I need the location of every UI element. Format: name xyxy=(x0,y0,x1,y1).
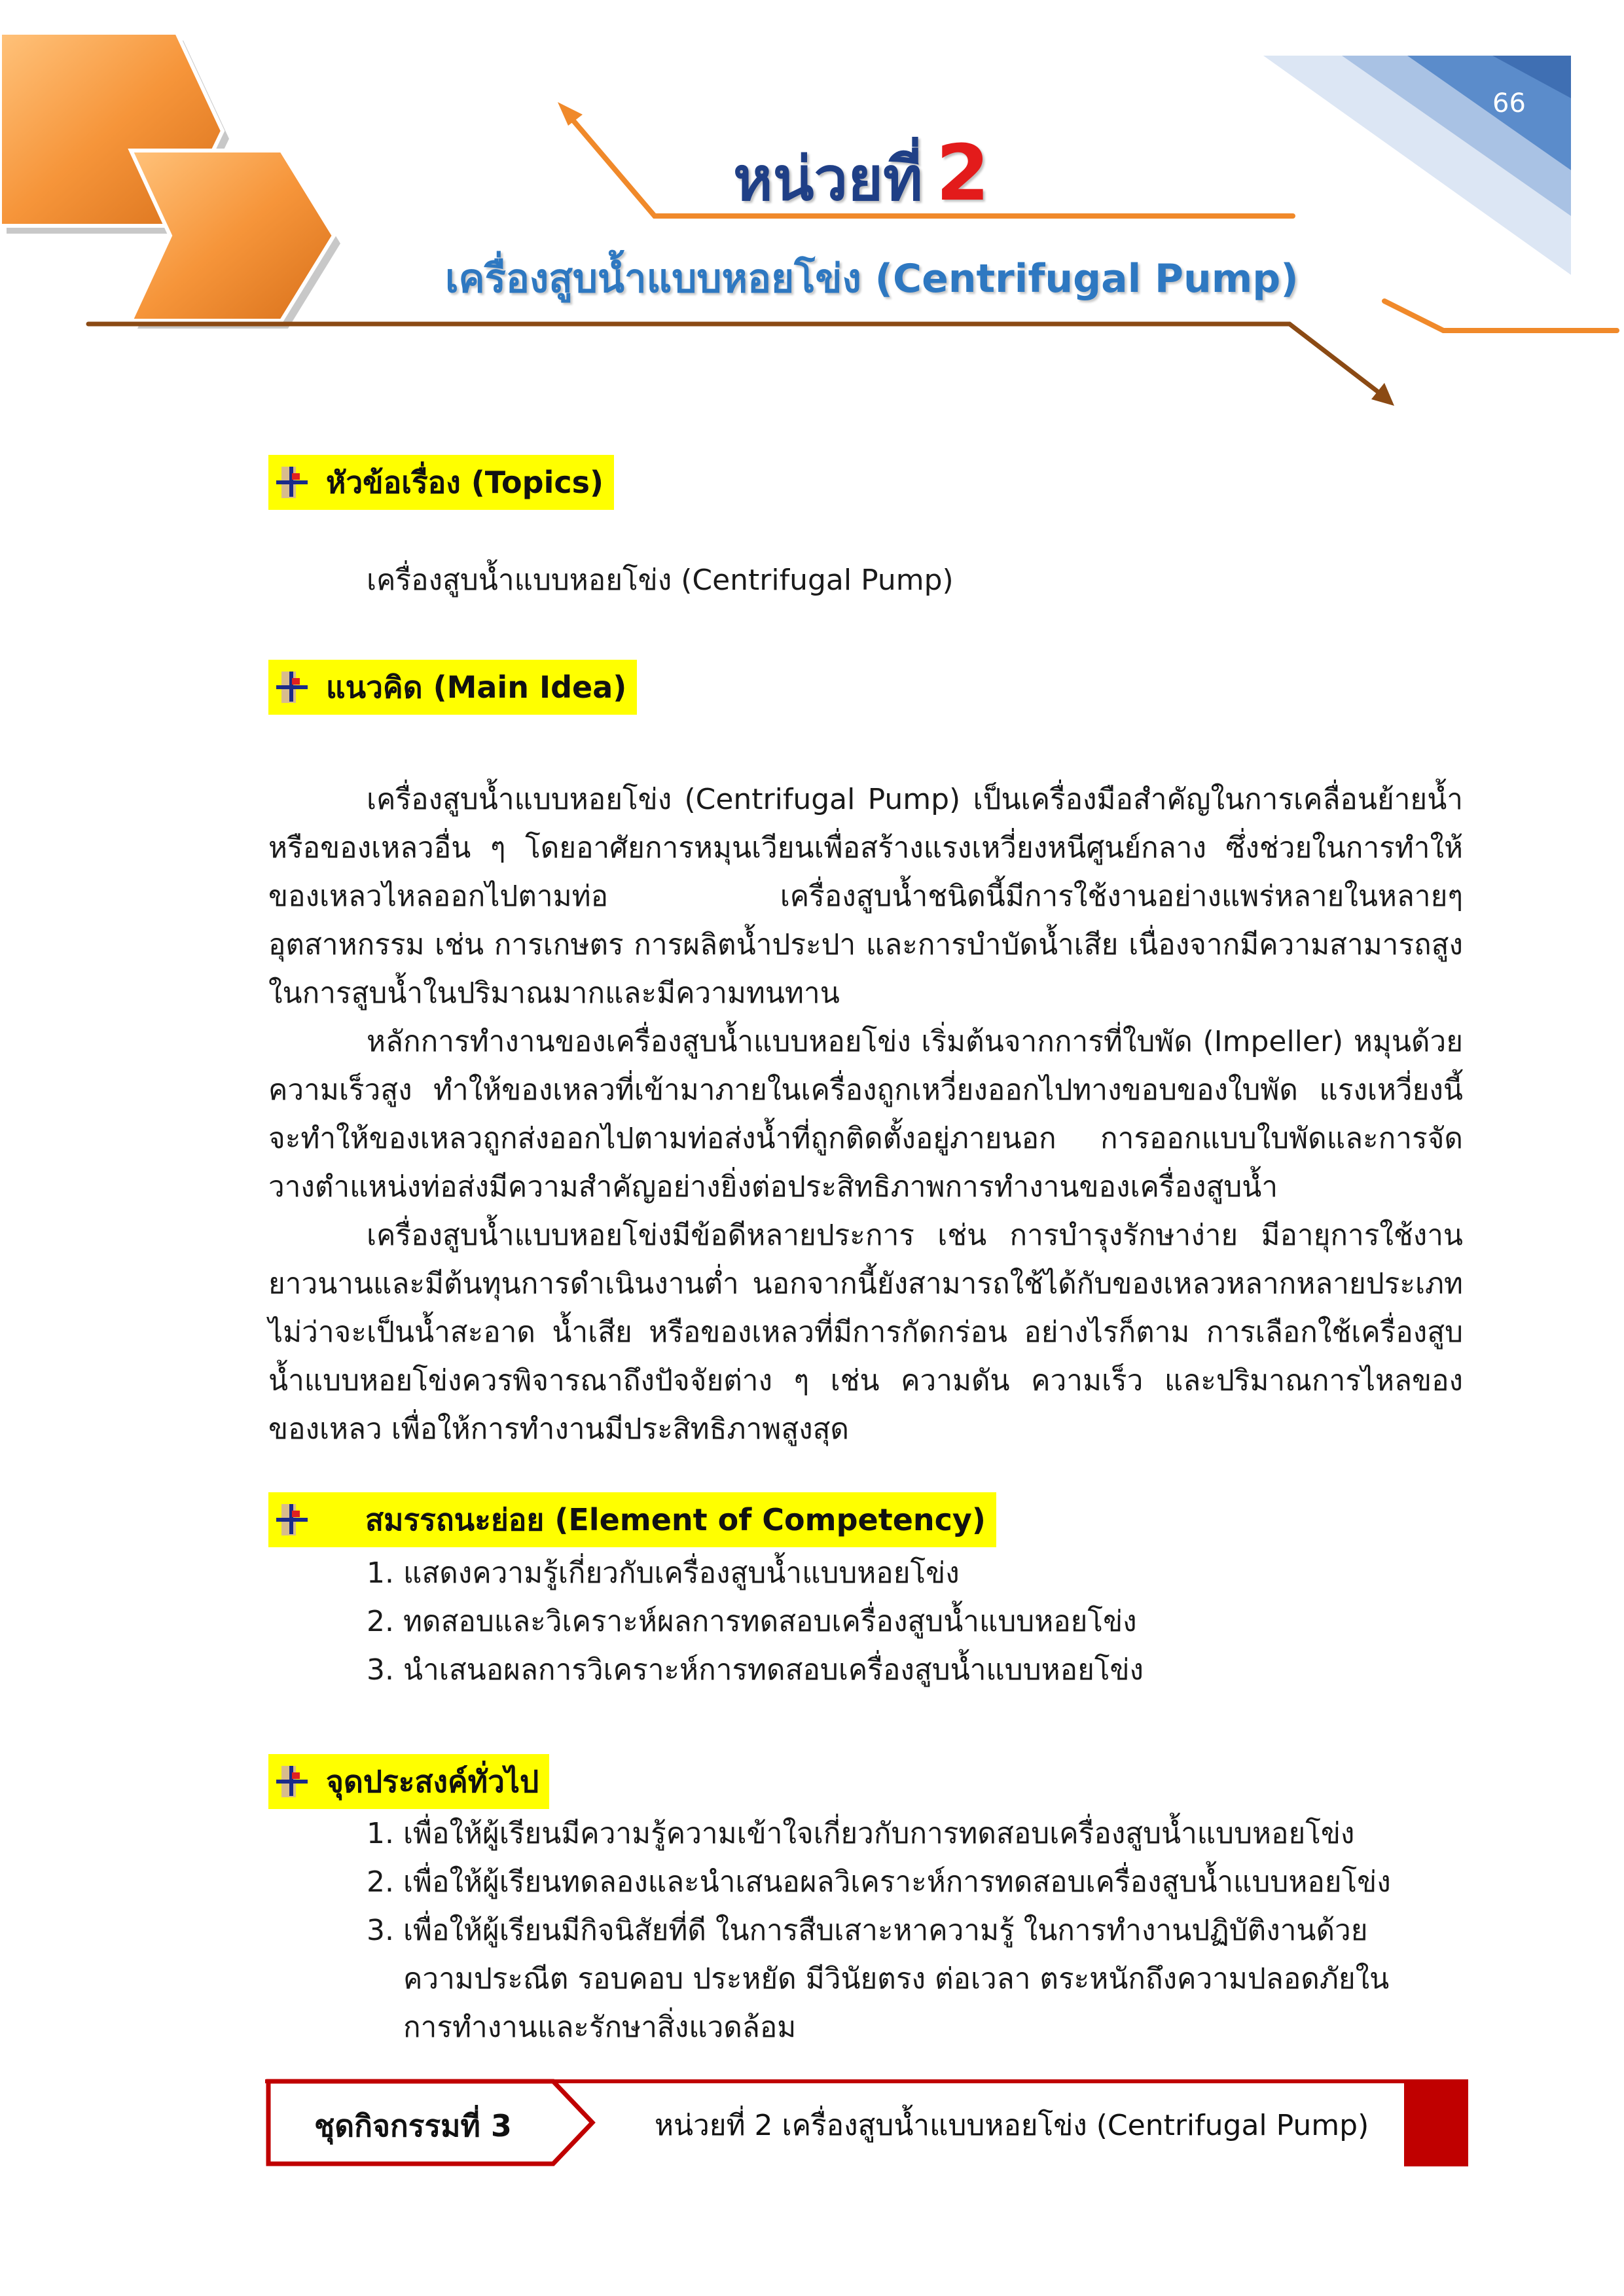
list-item: 1. แสดงความรู้เกี่ยวกับเครื่องสูบน้ำแบบหอยโข่ง xyxy=(367,1556,960,1590)
objectives-heading: จุดประสงค์ทั่วไป xyxy=(326,1763,539,1799)
main-idea-paragraph-3: เครื่องสูบน้ำแบบหอยโข่งมีข้อดีหลายประการ เช่น การบำรุงรักษาง่าย มีอายุการใช้งานยาวนานและมีต้นทุนการดำเนินงานต่ำ นอกจากนี้ยังสามารถใช้ได้กับของเหลวหลากหลายประเภทไม่ว่าจะเป็นน้ำสะอาด น้ำเสีย หรือของเหลวที่มีการกัดกร่อน อย่างไรก็ตาม การเลือกใช้เครื่องสูบน้ำแบบหอยโข่งควรพิจารณาถึงปัจจัยต่าง ๆ เช่น ความดัน ความเร็ว และปริมาณการไหลของของเหลว เพื่อให้การทำงานมีประสิทธิภาพสูงสุด xyxy=(268,1219,1463,1446)
page-number: 66 xyxy=(1492,88,1526,118)
main-idea-heading: แนวคิด (Main Idea) xyxy=(326,669,627,705)
objectives-list xyxy=(367,1810,1424,2052)
section-heading-topics xyxy=(268,455,614,510)
list-item: 3. เพื่อให้ผู้เรียนมีกิจนิสัยที่ดี ในการสืบเสาะหาความรู้ ในการทำงานปฏิบัติงานด้วยความประณีต รอบคอบ ประหยัด มีวินัยตรง ต่อเวลา ตระหนักถึงความปลอดภัยในการทำงานและรักษาสิ่งแวดล้อม xyxy=(367,1914,1390,2044)
section-heading-main-idea xyxy=(268,660,637,715)
bullet-cross-icon xyxy=(272,1500,312,1539)
list-item: 2. ทดสอบและวิเคราะห์ผลการทดสอบเครื่องสูบน้ำแบบหอยโข่ง xyxy=(367,1605,1137,1638)
main-idea-paragraph-2: หลักการทำงานของเครื่องสูบน้ำแบบหอยโข่ง เริ่มต้นจากการที่ใบพัด (Impeller) หมุนด้วยความเร็วสูง ทำให้ของเหลวที่เข้ามาภายในเครื่องถูกเหวี่ยงออกไปทางขอบของใบพัด แรงเหวี่ยงนี้จะทำให้ของเหลวถูกส่งออกไปตามท่อส่งน้ำที่ถูกติดตั้งอยู่ภายนอก การออกแบบใบพัดและการจัดวางตำแหน่งท่อส่งมีความสำคัญอย่างยิ่งต่อประสิทธิภาพการทำงานของเครื่องสูบน้ำ xyxy=(268,1025,1463,1204)
unit-label: หน่วยที่ xyxy=(733,144,923,214)
bullet-cross-icon xyxy=(272,668,312,707)
list-item: 1. เพื่อให้ผู้เรียนมีความรู้ความเข้าใจเกี่ยวกับการทดสอบเครื่องสูบน้ำแบบหอยโข่ง xyxy=(367,1817,1355,1850)
topics-heading: หัวข้อเรื่อง (Topics) xyxy=(326,464,604,500)
list-item: 3. นำเสนอผลการวิเคราะห์การทดสอบเครื่องสูบน้ำแบบหอยโข่ง xyxy=(367,1653,1144,1687)
section-heading-objectives xyxy=(268,1754,549,1809)
bullet-cross-icon xyxy=(272,1762,312,1801)
section-heading-competency xyxy=(268,1492,996,1547)
competency-heading: สมรรถนะย่อย (Element of Competency) xyxy=(365,1501,986,1537)
topics-text: เครื่องสูบน้ำแบบหอยโข่ง (Centrifugal Pump) xyxy=(367,564,954,597)
footer-unit-text: หน่วยที่ 2 เครื่องสูบน้ำแบบหอยโข่ง (Centrifugal Pump) xyxy=(655,2109,1369,2142)
hexagon-shapes xyxy=(0,33,340,329)
list-item: 2. เพื่อให้ผู้เรียนทดลองและนำเสนอผลวิเคราะห์การทดสอบเครื่องสูบน้ำแบบหอยโข่ง xyxy=(367,1865,1391,1899)
unit-title xyxy=(733,128,990,226)
bullet-cross-icon xyxy=(272,463,312,502)
unit-subtitle: เครื่องสูบน้ำแบบหอยโข่ง (Centrifugal Pump) xyxy=(445,256,1299,302)
footer-activity-label: ชุดกิจกรรมที่ 3 xyxy=(314,2108,512,2144)
unit-number: 2 xyxy=(935,128,990,218)
main-idea-paragraph-1: เครื่องสูบน้ำแบบหอยโข่ง (Centrifugal Pump) เป็นเครื่องมือสำคัญในการเคลื่อนย้ายน้ำ หรือของเหลวอื่น ๆ โดยอาศัยการหมุนเวียนเพื่อสร้างแรงเหวี่ยงหนีศูนย์กลาง ซึ่งช่วยในการทำให้ของเหลวไหลออกไปตามท่อ เครื่องสูบน้ำชนิดนี้มีการใช้งานอย่างแพร่หลายในหลายๆ อุตสาหกรรม เช่น การเกษตร การผลิตน้ำประปา และการบำบัดน้ำเสีย เนื่องจากมีความสามารถสูงในการสูบน้ำในปริมาณมากและมีความทนทาน xyxy=(268,783,1463,1010)
competency-list xyxy=(367,1549,1144,1695)
